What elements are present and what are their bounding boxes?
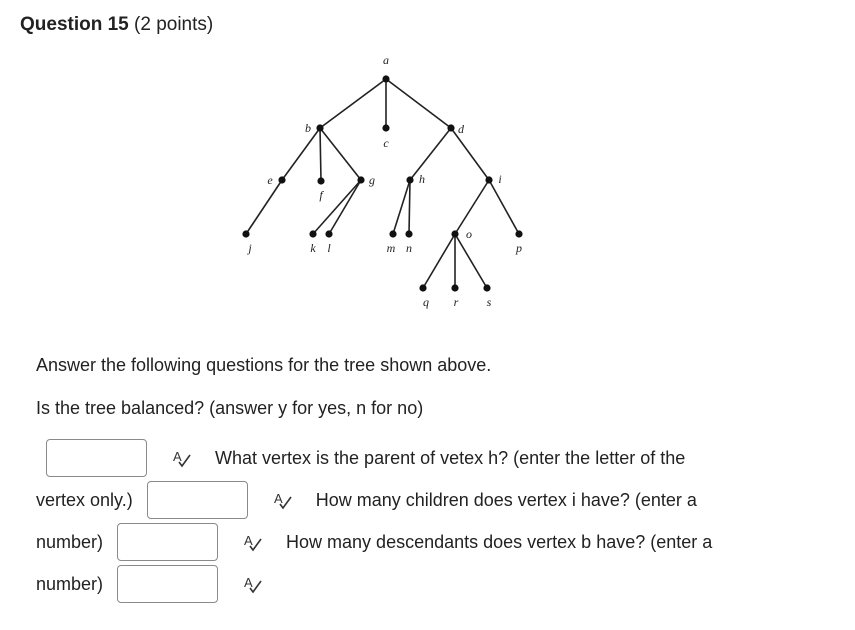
tree-vertex-label-k: k: [310, 241, 316, 255]
spellcheck-icon[interactable]: [161, 448, 201, 468]
tree-vertex-l: [325, 230, 332, 237]
tree-vertex-i: [485, 176, 492, 183]
tree-edge-e-j: [246, 180, 282, 234]
tree-vertex-label-q: q: [423, 295, 429, 309]
spellcheck-icon[interactable]: [232, 532, 272, 552]
tree-edge-i-p: [489, 180, 519, 234]
tree-vertex-label-c: c: [383, 136, 389, 150]
tree-vertex-h: [406, 176, 413, 183]
tree-vertex-c: [382, 124, 389, 131]
question-balanced-text: Is the tree balanced? (answer y for yes, n for no): [36, 398, 424, 418]
tree-edge-i-o: [455, 180, 489, 234]
tree-vertex-e: [278, 176, 285, 183]
tree-vertex-g: [357, 176, 364, 183]
tree-vertex-r: [451, 284, 458, 291]
children-i-answer-input[interactable]: [117, 523, 218, 561]
tree-vertex-label-p: p: [516, 241, 522, 255]
tree-vertex-f: [317, 177, 324, 184]
tree-vertex-p: [515, 230, 522, 237]
tree-vertex-s: [483, 284, 490, 291]
descendants-b-answer-input[interactable]: [117, 565, 218, 603]
tree-vertex-label-m: m: [386, 241, 396, 255]
tree-vertex-label-s: s: [486, 295, 492, 309]
question-parent-text-part2: vertex only.): [36, 489, 133, 510]
balanced-answer-input[interactable]: [46, 439, 147, 477]
answer-line-3: [36, 522, 712, 562]
tree-vertex-a: [382, 75, 389, 82]
answer-line-2: [36, 480, 697, 520]
tree-edge-b-f: [320, 128, 321, 181]
tree-vertex-label-b: b: [305, 121, 311, 135]
parent-h-answer-input[interactable]: [147, 481, 248, 519]
svg-text:A: A: [173, 449, 182, 464]
tree-vertex-d: [447, 124, 454, 131]
tree-vertex-j: [242, 230, 249, 237]
question-title: Question 15: [20, 14, 129, 35]
tree-vertex-q: [419, 284, 426, 291]
tree-vertex-label-n: n: [406, 241, 412, 255]
question-children-text-part2: number): [36, 531, 104, 552]
question-points: (2 points): [134, 14, 214, 35]
intro-text: Answer the following questions for the tree shown above.: [36, 355, 492, 375]
svg-text:A: A: [244, 533, 253, 548]
tree-edge-b-g: [320, 128, 361, 180]
tree-vertex-label-e: e: [267, 173, 273, 187]
svg-text:A: A: [244, 575, 253, 590]
tree-edge-d-i: [451, 128, 489, 180]
answer-line-4: [36, 564, 272, 604]
tree-vertex-n: [405, 230, 412, 237]
tree-vertex-label-g: g: [369, 173, 375, 187]
question-descendants-text-part1: How many descendants does vertex b have? (enter a: [286, 531, 713, 552]
tree-vertex-label-d: d: [458, 122, 464, 136]
tree-vertex-label-a: a: [383, 53, 389, 67]
tree-vertex-o: [451, 230, 458, 237]
tree-vertex-label-j: j: [248, 241, 252, 255]
tree-vertex-label-o: o: [466, 227, 472, 241]
tree-edge-o-q: [423, 234, 455, 288]
tree-edge-b-e: [282, 128, 320, 180]
question-parent-text-part1: What vertex is the parent of vetex h? (enter the letter of the: [215, 447, 686, 468]
tree-vertex-label-f: f: [319, 188, 323, 202]
answer-line-1: [46, 438, 685, 478]
question-children-text-part1: How many children does vertex i have? (enter a: [315, 489, 697, 510]
tree-vertex-label-r: r: [453, 295, 459, 309]
tree-edge-h-n: [409, 180, 410, 234]
tree-vertex-b: [316, 124, 323, 131]
tree-vertex-m: [389, 230, 396, 237]
spellcheck-icon[interactable]: [262, 490, 302, 510]
tree-vertex-label-l: l: [327, 241, 331, 255]
svg-text:A: A: [273, 491, 283, 506]
tree-vertex-label-i: i: [498, 172, 502, 186]
spellcheck-icon[interactable]: [232, 574, 272, 594]
tree-edge-d-h: [410, 128, 451, 180]
tree-vertex-label-h: h: [419, 172, 425, 186]
tree-edge-a-d: [386, 79, 451, 128]
tree-edge-h-m: [393, 180, 410, 234]
tree-edge-o-s: [455, 234, 487, 288]
tree-edge-g-l: [329, 180, 361, 234]
tree-edge-a-b: [320, 79, 386, 128]
question-descendants-text-part2: number): [36, 573, 104, 594]
tree-vertex-k: [309, 230, 316, 237]
